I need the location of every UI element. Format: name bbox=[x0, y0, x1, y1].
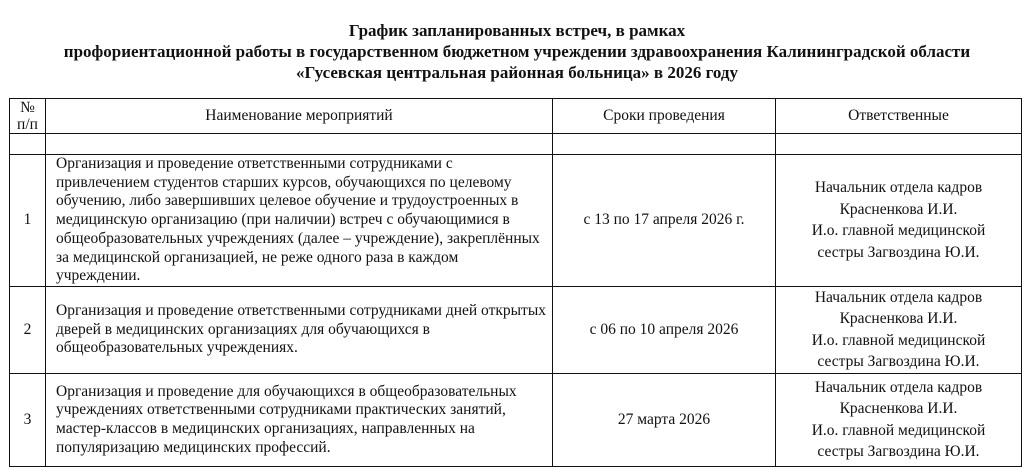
table-row bbox=[10, 286, 1022, 373]
responsible-line: Красненкова И.И. bbox=[839, 200, 958, 218]
header-date: Сроки проведения bbox=[553, 99, 776, 134]
row-date: с 13 по 17 апреля 2026 г. bbox=[553, 155, 776, 287]
empty-cell bbox=[553, 134, 776, 155]
row-date: с 06 по 10 апреля 2026 bbox=[553, 286, 776, 373]
responsible-line: Начальник отдела кадров bbox=[814, 288, 983, 306]
empty-cell bbox=[776, 134, 1022, 155]
header-number-symbol: № bbox=[20, 99, 35, 116]
empty-cell bbox=[46, 134, 553, 155]
empty-cell bbox=[10, 134, 46, 155]
title-line-3: «Гусевская центральная районная больница» в 2026 году bbox=[295, 63, 739, 82]
title-line-2: профориентационной работы в государственном бюджетном учреждении здравоохранения Калининградской области bbox=[63, 42, 971, 61]
row-date: 27 марта 2026 bbox=[553, 373, 776, 466]
responsible-line: сестры Загвоздина Ю.И. bbox=[817, 243, 980, 261]
header-number bbox=[10, 99, 46, 134]
row-number: 2 bbox=[10, 286, 46, 373]
responsible-line: Начальник отдела кадров bbox=[814, 179, 983, 197]
document-title bbox=[0, 20, 1034, 83]
row-event-name: Организация и проведение для обучающихся в общеобразовательных учреждениях ответственными сотрудниками практических занятий, мастер-классов в медицинских организациях, направленных на популяризацию медицинских профессий. bbox=[46, 373, 553, 466]
row-responsible bbox=[776, 286, 1022, 373]
row-responsible bbox=[776, 373, 1022, 466]
responsible-line: И.о. главной медицинской bbox=[811, 421, 986, 439]
schedule-table bbox=[9, 98, 1022, 467]
table-row bbox=[10, 373, 1022, 466]
row-responsible bbox=[776, 155, 1022, 287]
table-row bbox=[10, 155, 1022, 287]
title-line-1: График запланированных встреч, в рамках bbox=[348, 21, 686, 40]
responsible-line: Красненкова И.И. bbox=[839, 310, 958, 328]
responsible-line: сестры Загвоздина Ю.И. bbox=[817, 353, 980, 371]
responsible-line: сестры Загвоздина Ю.И. bbox=[817, 443, 980, 461]
row-number: 1 bbox=[10, 155, 46, 287]
header-responsible: Ответственные bbox=[776, 99, 1022, 134]
row-number: 3 bbox=[10, 373, 46, 466]
row-event-name: Организация и проведение ответственными сотрудниками дней открытых дверей в медицинских организациях для обучающихся в общеобразовательных учреждениях. bbox=[46, 286, 553, 373]
row-event-name: Организация и проведение ответственными сотрудниками с привлечением студентов старших курсов, обучающихся по целевому обучению, либо завершивших целевое обучение и трудоустроенных в медицинскую организацию (при наличии) встреч с обучающимися в общеобразовательных учреждениях (далее – учреждение), закреплённых за медицинской организацией, не реже одного раза в каждом учреждении. bbox=[46, 155, 553, 287]
table-empty-row bbox=[10, 134, 1022, 155]
responsible-line: Красненкова И.И. bbox=[839, 400, 958, 418]
header-number-label: п/п bbox=[17, 116, 38, 133]
table-header-row bbox=[10, 99, 1022, 134]
responsible-line: И.о. главной медицинской bbox=[811, 222, 986, 240]
header-name: Наименование мероприятий bbox=[46, 99, 553, 134]
responsible-line: И.о. главной медицинской bbox=[811, 331, 986, 349]
responsible-line: Начальник отдела кадров bbox=[814, 378, 983, 396]
